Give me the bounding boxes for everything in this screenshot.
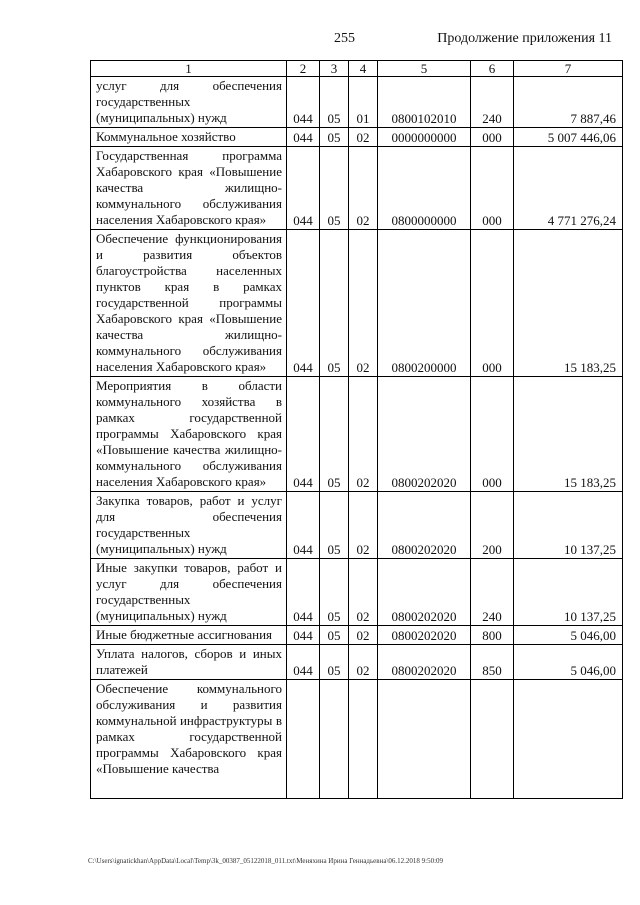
cell-subsection: 02 <box>349 645 378 680</box>
cell-amount: 5 046,00 <box>514 626 623 645</box>
cell-expense-type: 000 <box>471 377 514 492</box>
cell-amount: 5 007 446,06 <box>514 128 623 147</box>
cell-code: 044 <box>287 77 320 128</box>
cell-subsection <box>349 680 378 799</box>
cell-code: 044 <box>287 147 320 230</box>
cell-target-article: 0800102010 <box>378 77 471 128</box>
row-name: услуг для обеспечения государственных (муниципальных) нужд <box>91 77 287 128</box>
cell-code: 044 <box>287 377 320 492</box>
cell-target-article: 0800202020 <box>378 559 471 626</box>
cell-section: 05 <box>320 492 349 559</box>
table-header-row <box>91 61 623 77</box>
cell-section: 05 <box>320 77 349 128</box>
row-name: Уплата налогов, сборов и иных платежей <box>91 645 287 680</box>
cell-code: 044 <box>287 492 320 559</box>
row-name: Мероприятия в области коммунального хозяйства в рамках государственной программы Хабаровского края «Повышение качества жилищно-коммунального обслуживания населения Хабаровского края» <box>91 377 287 492</box>
row-name: Коммунальное хозяйство <box>91 128 287 147</box>
cell-section: 05 <box>320 147 349 230</box>
cell-section: 05 <box>320 645 349 680</box>
cell-code <box>287 680 320 799</box>
cell-subsection: 02 <box>349 492 378 559</box>
column-header: 3 <box>320 61 349 77</box>
column-header: 7 <box>514 61 623 77</box>
cell-section: 05 <box>320 559 349 626</box>
cell-subsection: 01 <box>349 77 378 128</box>
table-row <box>91 680 623 799</box>
row-name: Обеспечение коммунального обслуживания и развития коммунальной инфраструктуры в рамках государственной программы Хабаровского края «Повышение качества <box>91 680 287 799</box>
cell-expense-type: 000 <box>471 128 514 147</box>
cell-target-article: 0800202020 <box>378 492 471 559</box>
table-row <box>91 230 623 377</box>
cell-amount: 15 183,25 <box>514 230 623 377</box>
cell-section: 05 <box>320 377 349 492</box>
cell-code: 044 <box>287 230 320 377</box>
cell-amount: 5 046,00 <box>514 645 623 680</box>
table-row <box>91 147 623 230</box>
cell-code: 044 <box>287 626 320 645</box>
column-header: 6 <box>471 61 514 77</box>
cell-amount <box>514 680 623 799</box>
cell-subsection: 02 <box>349 559 378 626</box>
row-name: Закупка товаров, работ и услуг для обеспечения государственных (муниципальных) нужд <box>91 492 287 559</box>
cell-amount: 10 137,25 <box>514 492 623 559</box>
row-name: Иные закупки товаров, работ и услуг для обеспечения государственных (муниципальных) нужд <box>91 559 287 626</box>
cell-subsection: 02 <box>349 626 378 645</box>
cell-expense-type: 800 <box>471 626 514 645</box>
cell-amount: 7 887,46 <box>514 77 623 128</box>
cell-section <box>320 680 349 799</box>
cell-target-article: 0800202020 <box>378 626 471 645</box>
column-header: 1 <box>91 61 287 77</box>
table-row <box>91 559 623 626</box>
cell-amount: 15 183,25 <box>514 377 623 492</box>
cell-subsection: 02 <box>349 230 378 377</box>
cell-target-article <box>378 680 471 799</box>
cell-expense-type: 000 <box>471 230 514 377</box>
page-caption: Продолжение приложения 11 <box>437 31 612 46</box>
table-row <box>91 626 623 645</box>
cell-code: 044 <box>287 128 320 147</box>
cell-section: 05 <box>320 626 349 645</box>
cell-expense-type: 200 <box>471 492 514 559</box>
cell-subsection: 02 <box>349 147 378 230</box>
cell-subsection: 02 <box>349 377 378 492</box>
cell-target-article: 0800200000 <box>378 230 471 377</box>
cell-expense-type: 850 <box>471 645 514 680</box>
cell-target-article: 0800202020 <box>378 645 471 680</box>
row-name: Государственная программа Хабаровского края «Повышение качества жилищно-коммунального обслуживания населения Хабаровского края» <box>91 147 287 230</box>
table-row <box>91 128 623 147</box>
cell-expense-type <box>471 680 514 799</box>
cell-section: 05 <box>320 128 349 147</box>
cell-section: 05 <box>320 230 349 377</box>
cell-target-article: 0800000000 <box>378 147 471 230</box>
column-header: 5 <box>378 61 471 77</box>
page-number: 255 <box>334 31 355 46</box>
footer-path: C:\Users\ignatickhan\AppData\Local\Temp\3k_00387_05122018_011.txt\Меняхина Ирина Геннадьевна\06.12.2018 9:50:09 <box>88 857 444 865</box>
cell-amount: 4 771 276,24 <box>514 147 623 230</box>
budget-table <box>90 60 623 799</box>
table-row <box>91 77 623 128</box>
table-row <box>91 377 623 492</box>
row-name: Иные бюджетные ассигнования <box>91 626 287 645</box>
cell-code: 044 <box>287 645 320 680</box>
cell-code: 044 <box>287 559 320 626</box>
column-header: 2 <box>287 61 320 77</box>
cell-expense-type: 240 <box>471 77 514 128</box>
cell-expense-type: 240 <box>471 559 514 626</box>
column-header: 4 <box>349 61 378 77</box>
cell-subsection: 02 <box>349 128 378 147</box>
table-row <box>91 645 623 680</box>
cell-target-article: 0800202020 <box>378 377 471 492</box>
table-row <box>91 492 623 559</box>
cell-expense-type: 000 <box>471 147 514 230</box>
cell-amount: 10 137,25 <box>514 559 623 626</box>
row-name: Обеспечение функционирования и развития объектов благоустройства населенных пунктов края в рамках государственной программы Хабаровского края «Повышение качества жилищно-коммунального обслуживания населения Хабаровского края» <box>91 230 287 377</box>
cell-target-article: 0000000000 <box>378 128 471 147</box>
